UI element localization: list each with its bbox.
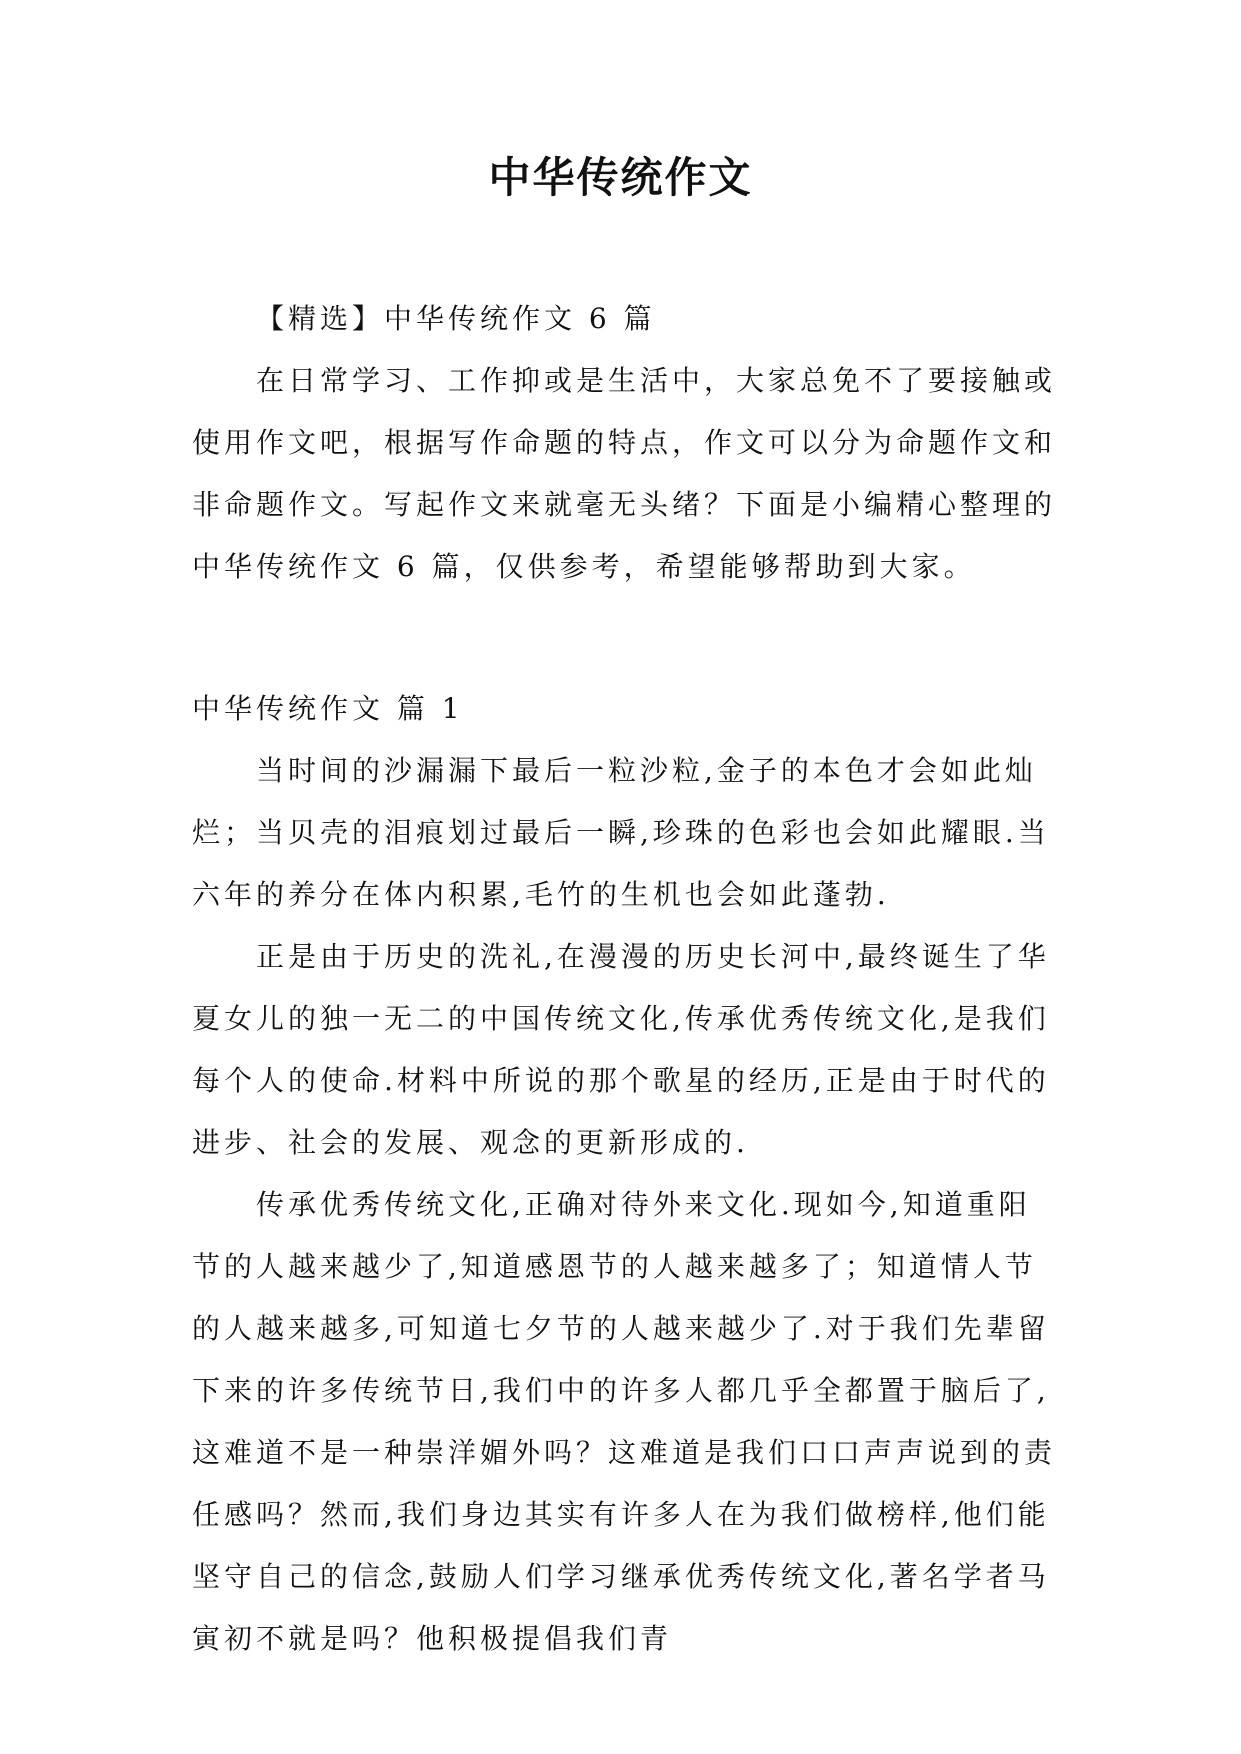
section-heading: 中华传统作文 篇 1	[192, 692, 464, 725]
spacer	[192, 598, 1058, 642]
body-paragraph: 传承优秀传统文化,正确对待外来文化.现如今,知道重阳节的人越来越少了,知道感恩节的人越来越多了；知道情人节的人越来越多,可知道七夕节的人越来越少了.对于我们先辈留下来的许多传统节日,我们中的许多人都几乎全都置于脑后了,这难道不是一种崇洋媚外吗？这难道是我们口口声声说到的责任感吗？然而,我们身边其实有许多人在为我们做榜样,他们能坚守自己的信念,鼓励人们学习继承优秀传统文化,著名学者马寅初不就是吗？他积极提倡我们青	[192, 1188, 1057, 1655]
intro-paragraph: 在日常学习、工作抑或是生活中，大家总免不了要接触或使用作文吧，根据写作命题的特点，作文可以分为命题作文和非命题作文。写起作文来就毫无头绪？下面是小编精心整理的中华传统作文 6 篇，仅供参考，希望能够帮助到大家。	[192, 364, 1057, 583]
document-title: 中华传统作文	[488, 153, 753, 202]
document-subtitle: 【精选】中华传统作文 6 篇	[256, 302, 656, 335]
document-body	[192, 288, 1058, 1670]
body-paragraph: 当时间的沙漏漏下最后一粒沙粒,金子的本色才会如此灿烂；当贝壳的泪痕划过最后一瞬,珍珠的色彩也会如此耀眼.当六年的养分在体内积累,毛竹的生机也会如此蓬勃.	[192, 754, 1050, 911]
body-paragraph: 正是由于历史的洗礼,在漫漫的历史长河中,最终诞生了华夏女儿的独一无二的中国传统文化,传承优秀传统文化,是我们每个人的使命.材料中所说的那个歌星的经历,正是由于时代的进步、社会的发展、观念的更新形成的.	[192, 940, 1050, 1159]
